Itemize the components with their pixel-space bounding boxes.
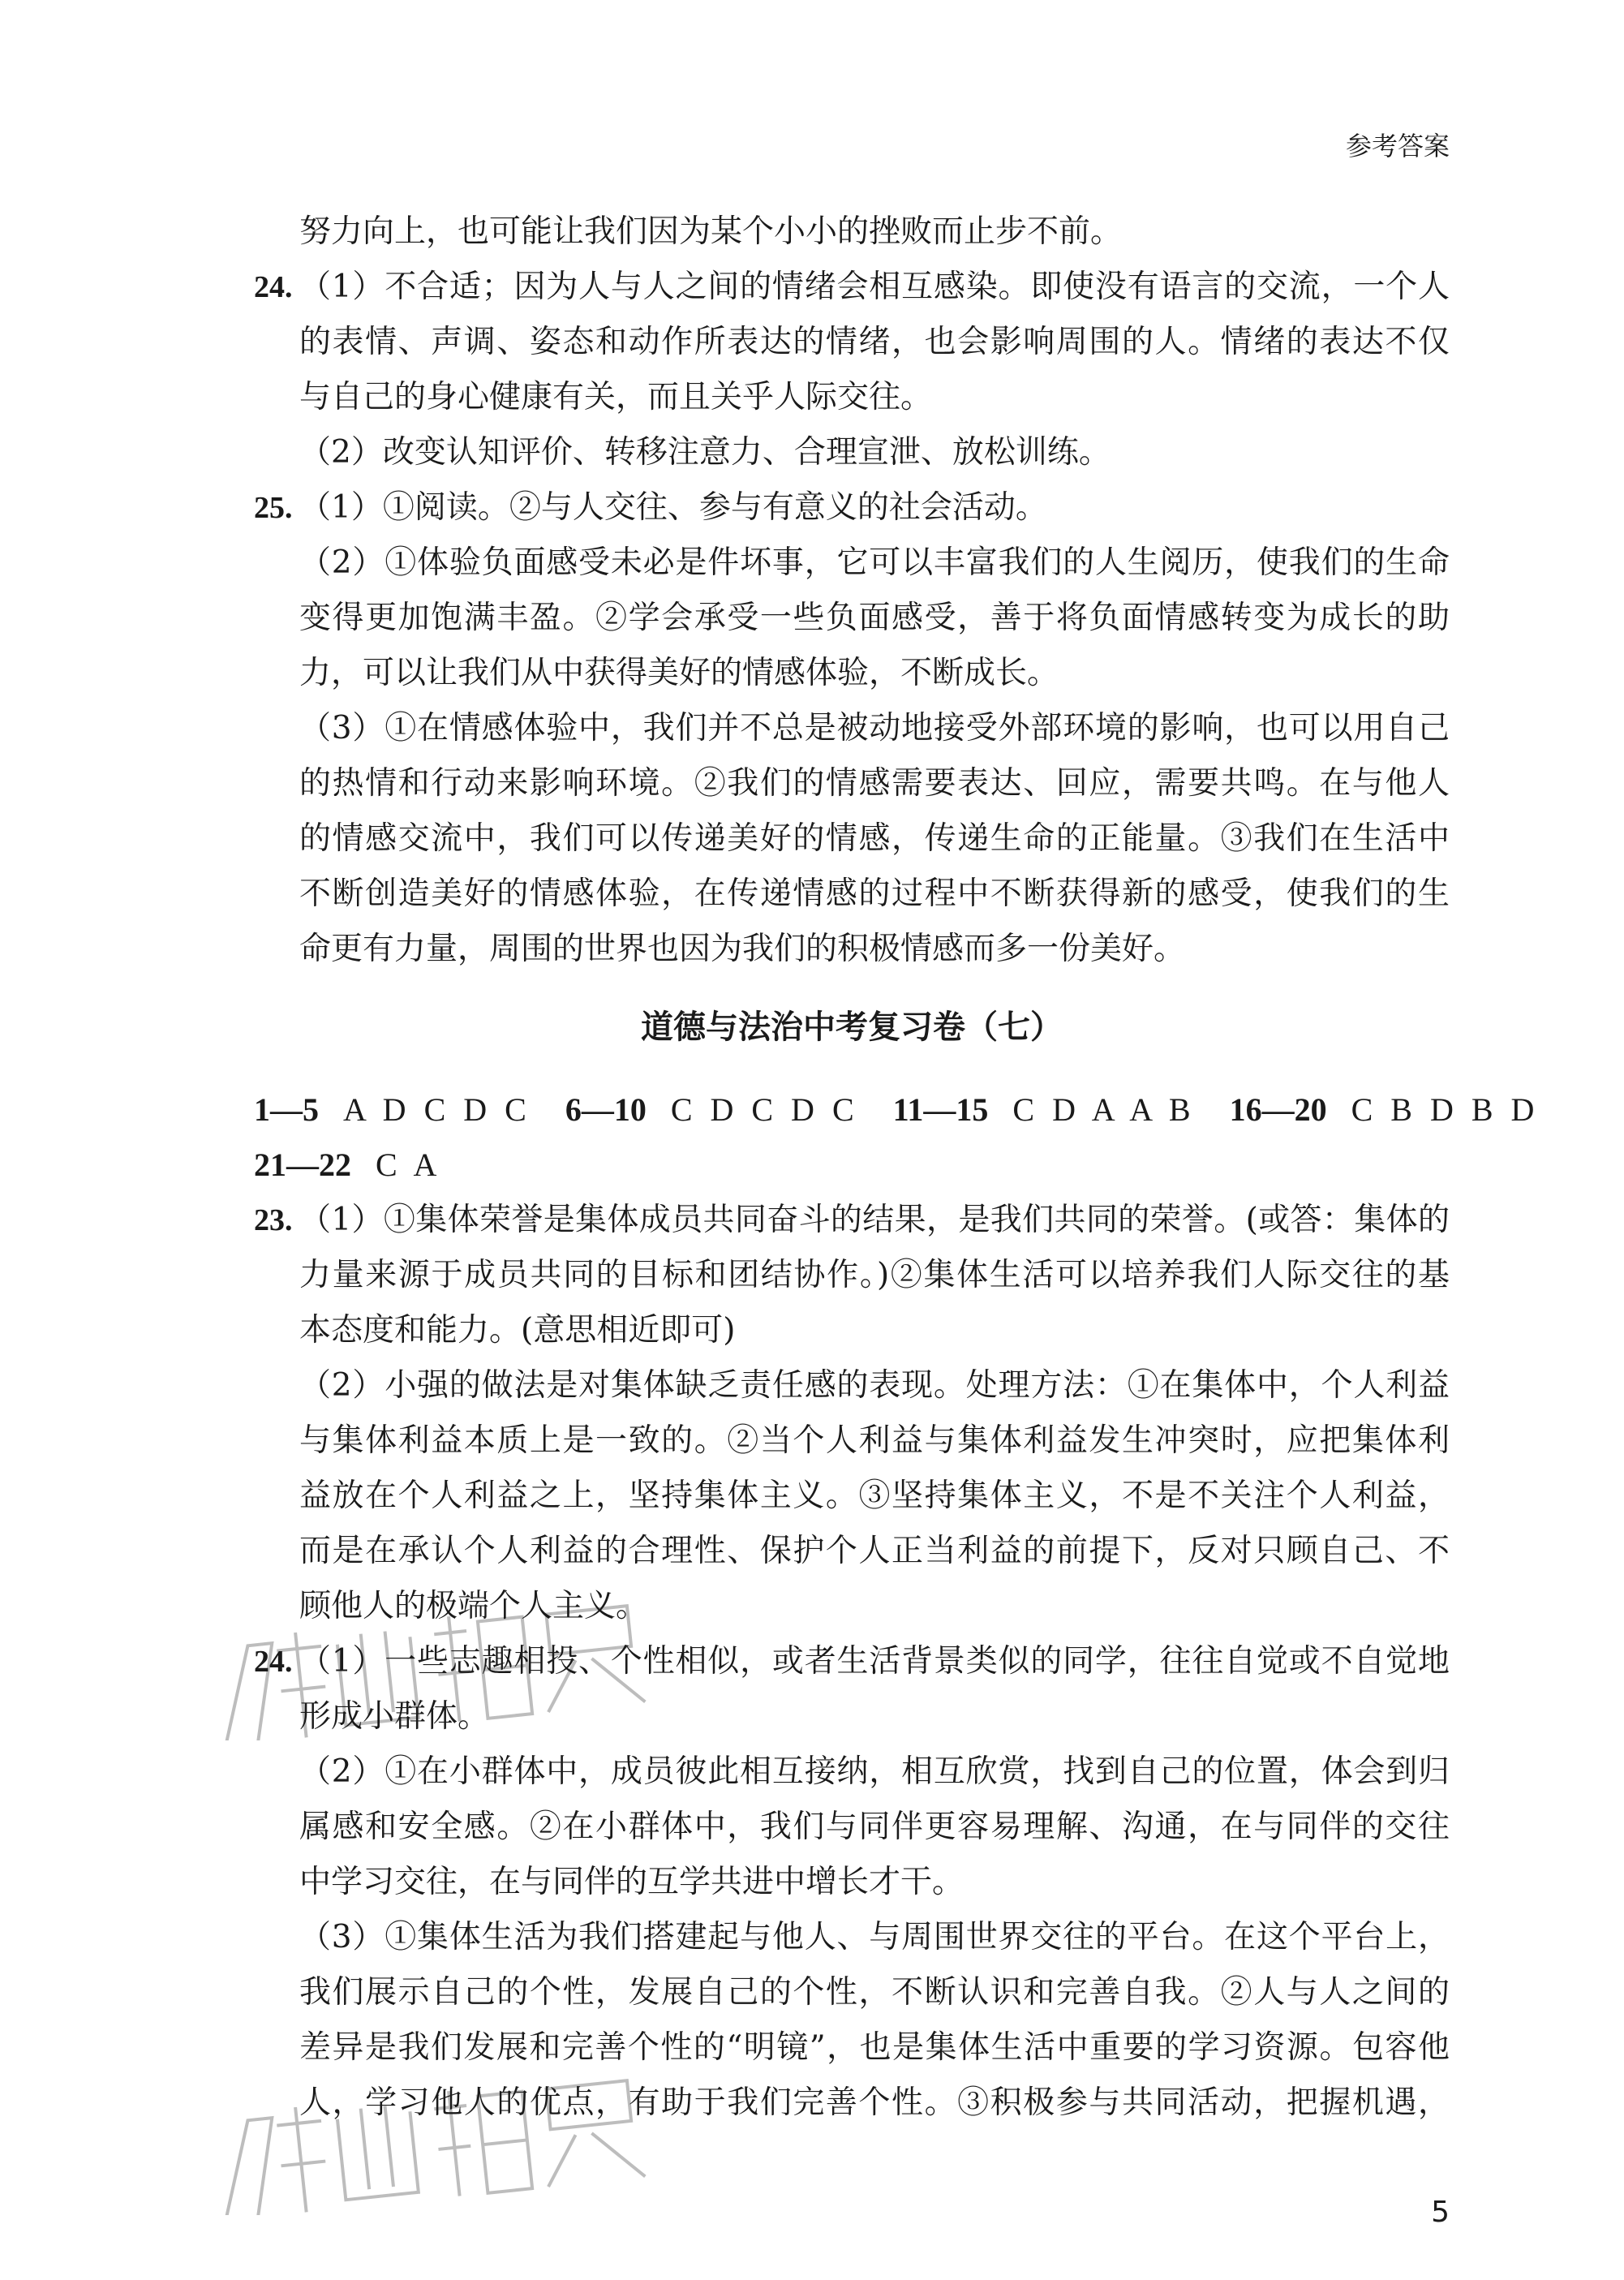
answer-letters: C A bbox=[376, 1146, 442, 1183]
question-range: 11—15 bbox=[892, 1091, 989, 1128]
question-block bbox=[254, 204, 1450, 260]
choice-answer-group bbox=[893, 1091, 1196, 1128]
question-block bbox=[254, 260, 1450, 480]
answer-letters: A D C D C bbox=[343, 1091, 531, 1128]
answer-line: 本态度和能力。(意思相近即可) bbox=[299, 1312, 736, 1349]
answer-line: （1）①阅读。②与人交往、参与有意义的社会活动。 bbox=[299, 489, 1047, 526]
section-title: 道德与法治中考复习卷（七） bbox=[641, 1009, 1063, 1046]
answer-line: 努力向上，也可能让我们因为某个小小的挫败而止步不前。 bbox=[299, 213, 1123, 250]
question-range: 21—22 bbox=[254, 1146, 351, 1183]
page-number: 5 bbox=[1431, 2196, 1450, 2229]
answer-line: 差异是我们发展和完善个性的“明镜”，也是集体生活中重要的学习资源。包容他 bbox=[299, 2029, 1450, 2066]
answer-line: 我们展示自己的个性，发展自己的个性，不断认识和完善自我。②人与人之间的 bbox=[299, 1974, 1450, 2011]
answer-letters: C D A A B bbox=[1012, 1091, 1196, 1128]
choice-answer-row bbox=[254, 1138, 1450, 1193]
question-block bbox=[254, 1193, 1450, 1634]
answer-line: 与自己的身心健康有关，而且关乎人际交往。 bbox=[299, 379, 933, 415]
answer-line: （2）改变认知评价、转移注意力、合理宣泄、放松训练。 bbox=[299, 434, 1111, 471]
choice-answer-group bbox=[254, 1146, 441, 1183]
question-block bbox=[254, 480, 1450, 977]
answer-line: （1）①集体荣誉是集体成员共同奋斗的结果，是我们共同的荣誉。(或答：集体的 bbox=[299, 1202, 1450, 1238]
choice-answer-group bbox=[254, 1091, 531, 1128]
answer-line: （1）不合适；因为人与人之间的情绪会相互感染。即使没有语言的交流，一个人 bbox=[299, 269, 1450, 305]
answer-line: 与集体利益本质上是一致的。②当个人利益与集体利益发生冲突时，应把集体利 bbox=[299, 1422, 1450, 1459]
answer-line: （1）一些志趣相投、个性相似，或者生活背景类似的同学，往往自觉或不自觉地 bbox=[299, 1643, 1450, 1680]
question-number: 24. bbox=[254, 270, 293, 304]
answer-line: 力量来源于成员共同的目标和团结协作。)②集体生活可以培养我们人际交往的基 bbox=[299, 1257, 1450, 1293]
question-range: 1—5 bbox=[254, 1091, 319, 1128]
question-number: 24. bbox=[254, 1645, 293, 1679]
question-block bbox=[254, 1634, 1450, 2131]
answer-line: 而是在承认个人利益的合理性、保护个人正当利益的前提下，反对只顾自己、不 bbox=[299, 1533, 1450, 1569]
answer-line: 益放在个人利益之上，坚持集体主义。③坚持集体主义，不是不关注个人利益， bbox=[299, 1478, 1450, 1514]
question-range: 16—20 bbox=[1229, 1091, 1327, 1128]
answer-line: 力，可以让我们从中获得美好的情感体验，不断成长。 bbox=[299, 655, 1059, 691]
choice-answer-row bbox=[254, 1082, 1540, 1138]
answer-line: （2）①在小群体中，成员彼此相互接纳，相互欣赏，找到自己的位置，体会到归 bbox=[299, 1753, 1450, 1790]
answer-line: 顾他人的极端个人主义。 bbox=[299, 1588, 648, 1624]
answers-section-previous bbox=[254, 204, 1450, 977]
answer-line: 的情感交流中，我们可以传递美好的情感，传递生命的正能量。③我们在生活中 bbox=[299, 820, 1450, 857]
answer-line: （2）①体验负面感受未必是件坏事，它可以丰富我们的人生阅历，使我们的生命 bbox=[299, 544, 1450, 581]
answer-line: 的热情和行动来影响环境。②我们的情感需要表达、回应，需要共鸣。在与他人 bbox=[299, 765, 1450, 802]
question-number: 25. bbox=[254, 491, 293, 525]
answer-line: （2）小强的做法是对集体缺乏责任感的表现。处理方法：①在集体中，个人利益 bbox=[299, 1367, 1450, 1404]
choice-answers bbox=[254, 1082, 1540, 1193]
answer-line: 属感和安全感。②在小群体中，我们与同伴更容易理解、沟通，在与同伴的交往 bbox=[299, 1809, 1450, 1845]
answer-letters: C D C D C bbox=[670, 1091, 859, 1128]
answer-line: 变得更加饱满丰盈。②学会承受一些负面感受，善于将负面情感转变为成长的助 bbox=[299, 600, 1450, 636]
running-header: 参考答案 bbox=[1345, 131, 1450, 161]
answer-line: 的表情、声调、姿态和动作所表达的情绪，也会影响周围的人。情绪的表达不仅 bbox=[299, 324, 1450, 360]
answer-line: 人，学习他人的优点，有助于我们完善个性。③积极参与共同活动，把握机遇， bbox=[299, 2084, 1450, 2121]
answer-line: 不断创造美好的情感体验，在传递情感的过程中不断获得新的感受，使我们的生 bbox=[299, 875, 1450, 912]
answer-line: 命更有力量，周围的世界也因为我们的积极情感而多一份美好。 bbox=[299, 931, 1186, 967]
choice-answer-group bbox=[565, 1091, 859, 1128]
answer-line: 形成小群体。 bbox=[299, 1698, 490, 1735]
question-range: 6—10 bbox=[565, 1091, 647, 1128]
answer-letters: C B D B D bbox=[1351, 1091, 1540, 1128]
answers-section-current bbox=[254, 1193, 1450, 2131]
answer-line: （3）①集体生活为我们搭建起与他人、与周围世界交往的平台。在这个平台上， bbox=[299, 1919, 1450, 1955]
answer-line: （3）①在情感体验中，我们并不总是被动地接受外部环境的影响，也可以用自己 bbox=[299, 710, 1450, 746]
question-number: 23. bbox=[254, 1203, 293, 1237]
answer-content bbox=[254, 204, 1540, 2131]
choice-answer-group bbox=[1230, 1091, 1540, 1128]
answer-line: 中学习交往，在与同伴的互学共进中增长才干。 bbox=[299, 1864, 965, 1900]
